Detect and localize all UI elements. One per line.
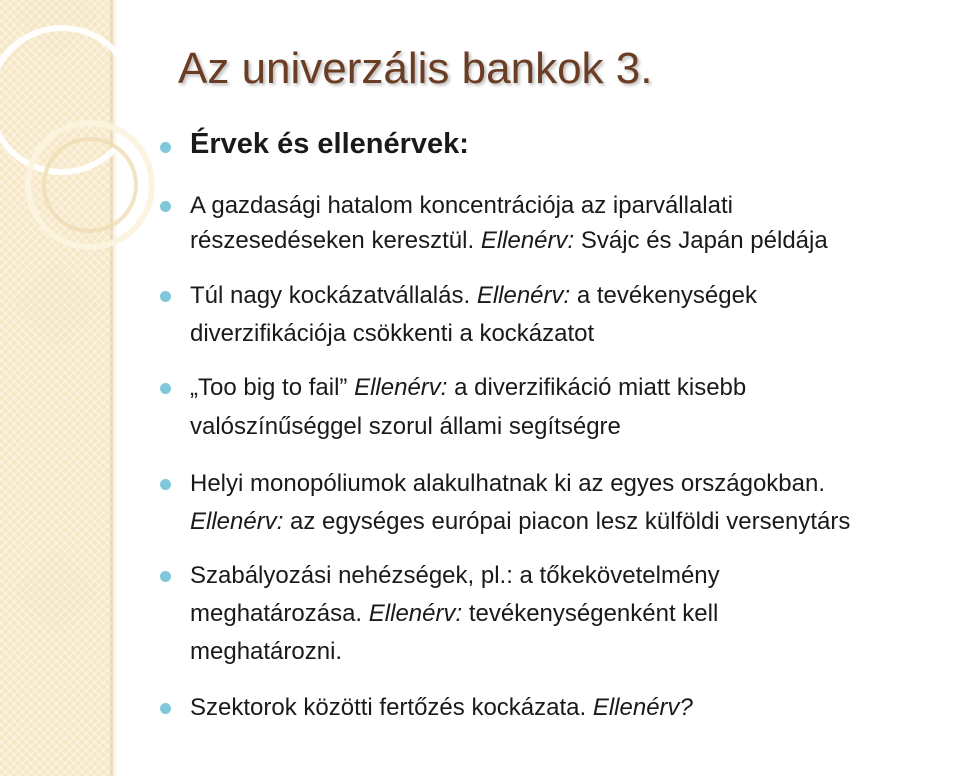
bullet-dot xyxy=(160,201,171,212)
bullet-line xyxy=(190,278,757,313)
text-segment: tevékenységenként kell xyxy=(462,600,719,627)
text-segment: a diverzifikáció miatt kisebb xyxy=(447,374,747,401)
counterargument-label: Ellenérv: xyxy=(480,227,575,254)
bullet-dot xyxy=(160,479,171,490)
bullet-line: valószínűséggel szorul állami segítségre xyxy=(190,413,621,440)
bullet-dot xyxy=(160,142,171,153)
text-segment: az egységes európai piacon lesz külföldi versenytárs xyxy=(283,508,851,535)
bullet-line: A gazdasági hatalom koncentrációja az iparvállalati xyxy=(190,192,733,219)
bullet-line: diverzifikációja csökkenti a kockázatot xyxy=(190,320,595,347)
bullet-line: meghatározni. xyxy=(190,638,343,665)
counterargument-label: Ellenérv: xyxy=(190,508,284,535)
heading-text: Érvek és ellenérvek: xyxy=(190,128,469,160)
bullet-dot xyxy=(160,291,171,302)
bullet-line xyxy=(190,223,828,258)
counterargument-label: Ellenérv? xyxy=(592,694,693,721)
ring-small xyxy=(44,139,136,231)
slide-title: Az univerzális bankok 3. xyxy=(178,44,653,93)
text-segment: Szektorok közötti fertőzés kockázata. xyxy=(190,694,593,721)
bullet-line xyxy=(190,596,718,631)
ring-large xyxy=(0,28,134,172)
text-segment: meghatározása. xyxy=(190,600,369,627)
text-segment: Túl nagy kockázatvállalás. xyxy=(190,282,477,309)
bullet-line: Szabályozási nehézségek, pl.: a tőkekövetelmény xyxy=(190,562,720,589)
bullet-dot xyxy=(160,571,171,582)
text-segment: részesedéseken keresztül. xyxy=(190,227,481,254)
ring-medium xyxy=(28,123,152,247)
text-segment: Svájc és Japán példája xyxy=(574,227,828,254)
counterargument-label: Ellenérv: xyxy=(476,282,571,309)
bullet-line xyxy=(190,370,746,405)
bullet-line xyxy=(190,504,850,539)
bullet-dot xyxy=(160,383,171,394)
bullet-line xyxy=(190,690,693,725)
bullet-dot xyxy=(160,703,171,714)
text-segment: a tevékenységek xyxy=(570,282,757,309)
text-segment: „Too big to fail” xyxy=(190,374,355,401)
bullet-line: Helyi monopóliumok alakulhatnak ki az egyes országokban. xyxy=(190,470,826,497)
decorative-rings xyxy=(0,0,200,260)
counterargument-label: Ellenérv: xyxy=(368,600,463,627)
counterargument-label: Ellenérv: xyxy=(354,374,448,401)
